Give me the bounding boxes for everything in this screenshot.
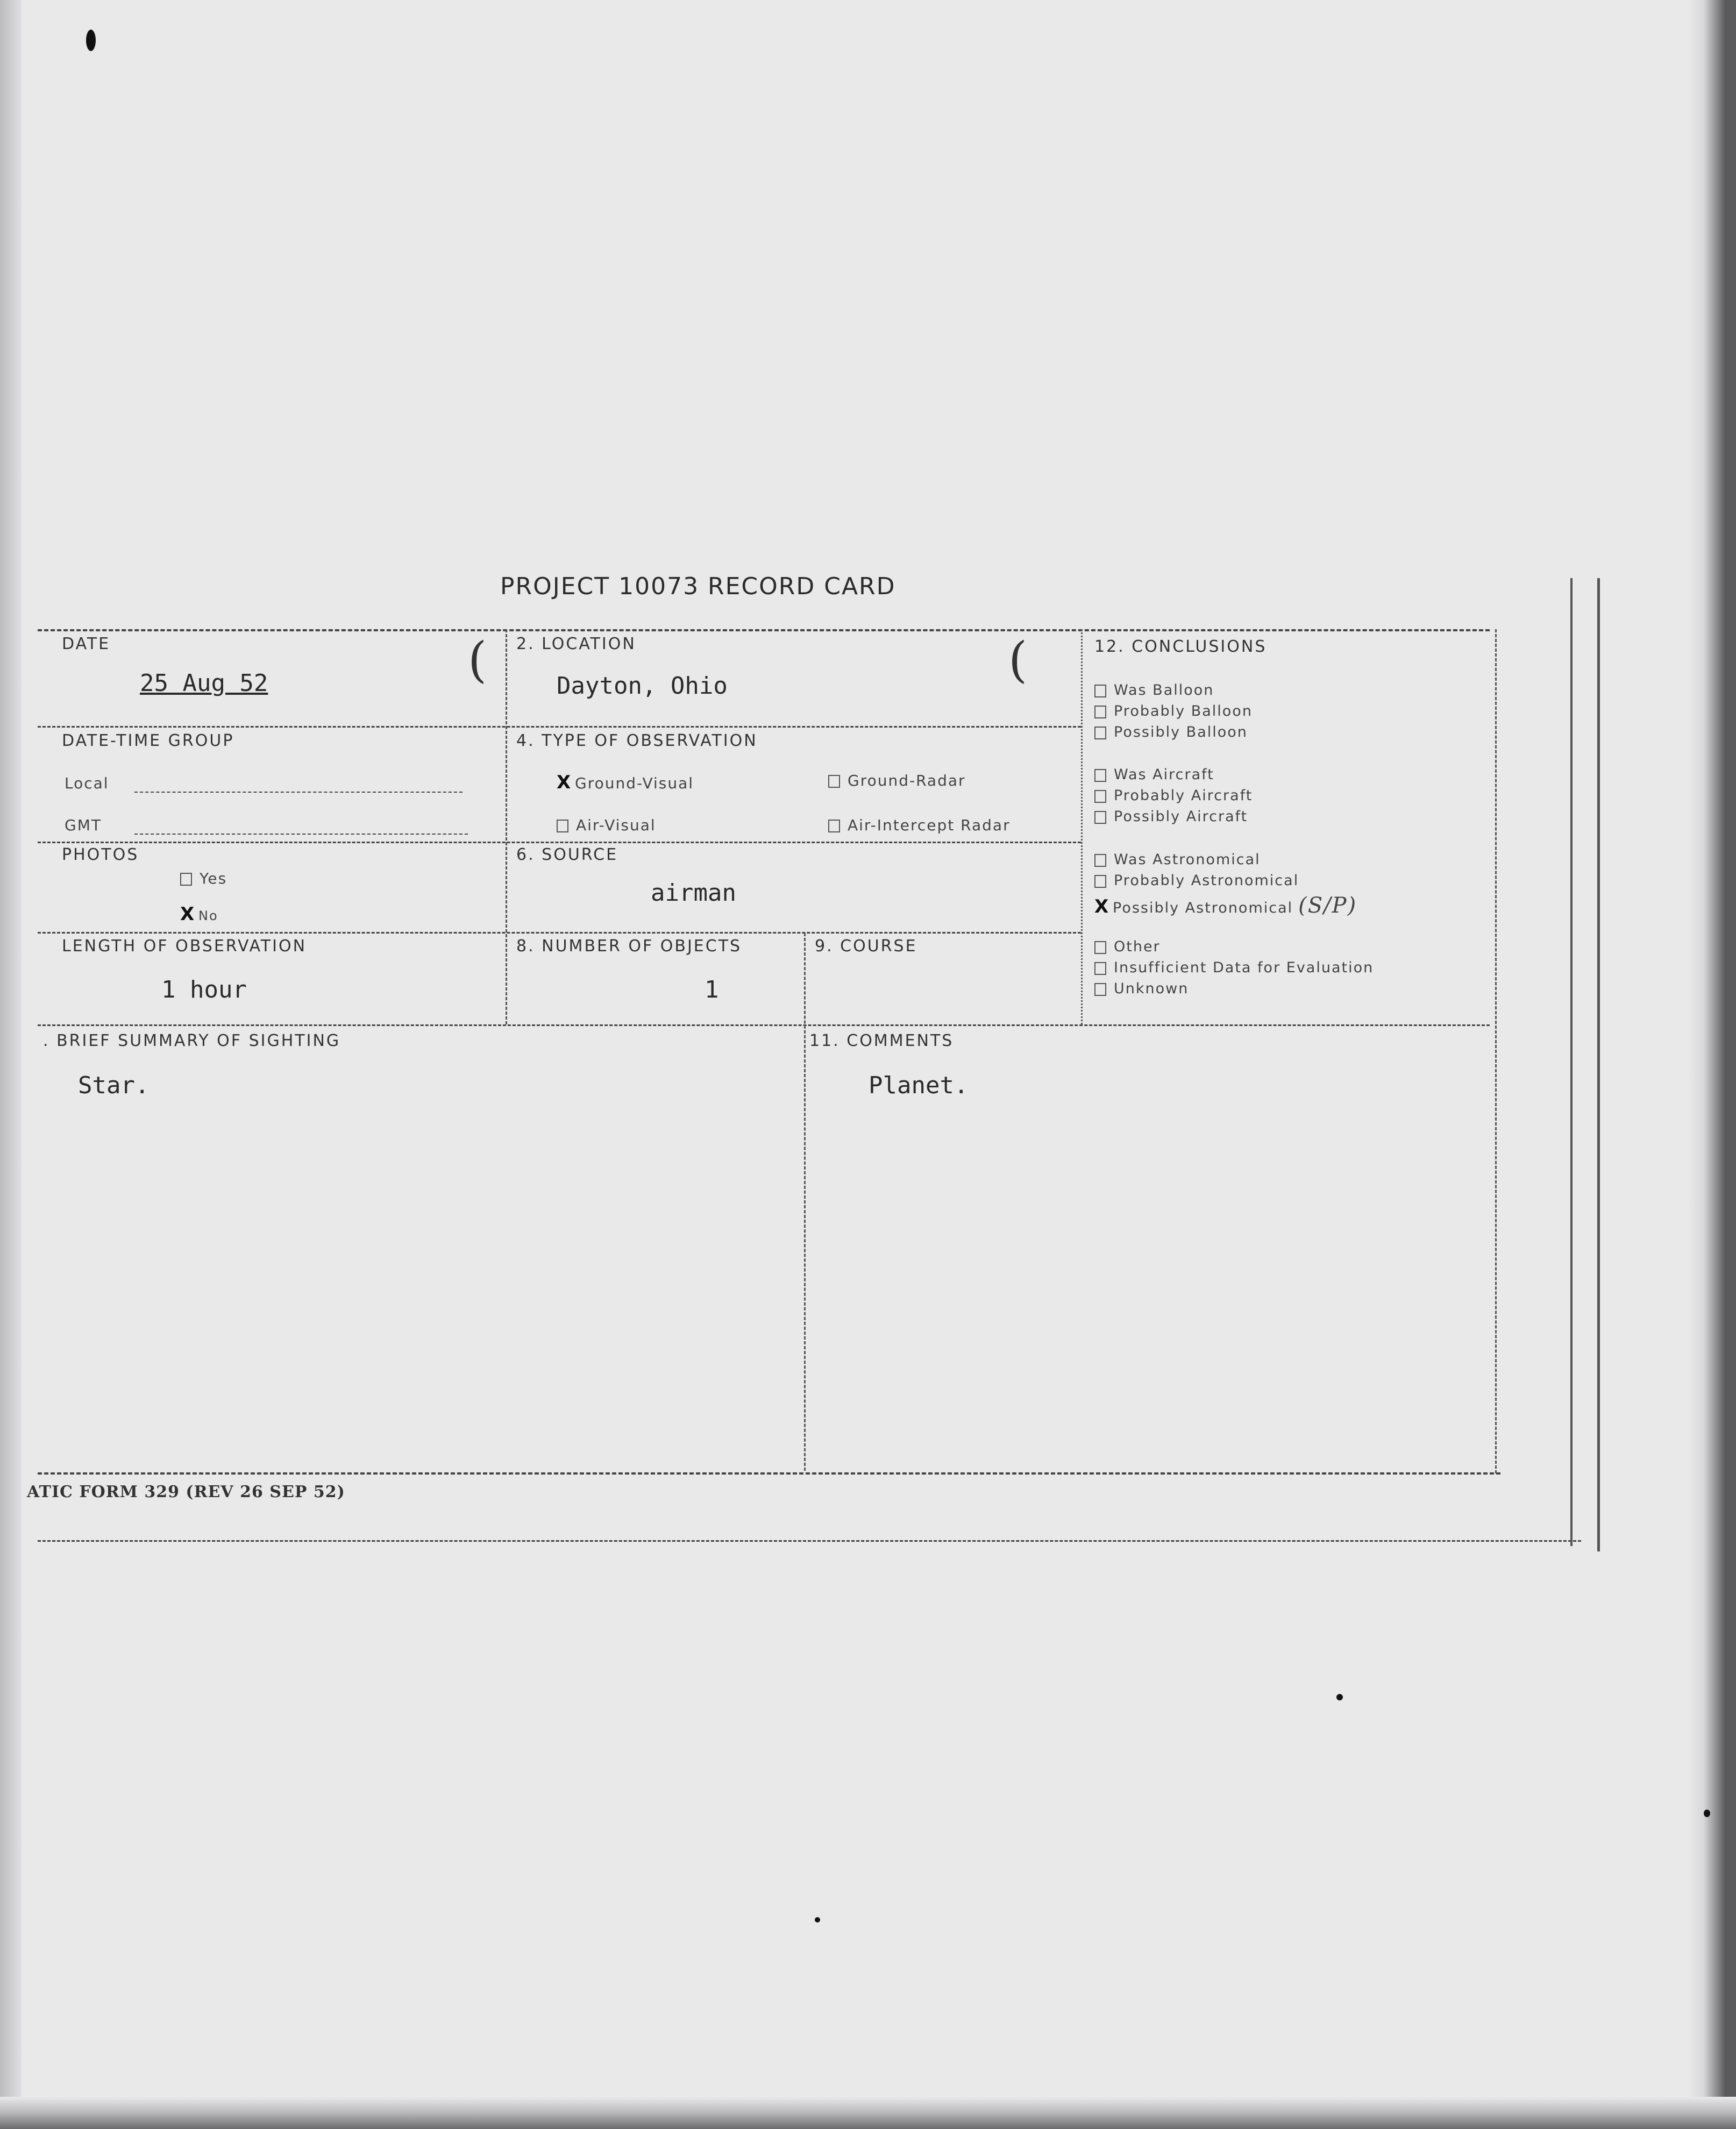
checkbox-icon xyxy=(1094,941,1106,954)
checkbox-icon xyxy=(828,775,840,788)
checkbox-icon xyxy=(1094,769,1106,782)
scan-border-bottom xyxy=(0,2097,1736,2129)
num-objects-value: 1 xyxy=(705,976,719,1003)
divider-summary xyxy=(38,1024,1490,1026)
source-label: 6. SOURCE xyxy=(516,845,618,864)
type-option-air-intercept-radar: Air-Intercept Radar xyxy=(828,816,1011,834)
type-option-ground-visual: X Ground-Visual xyxy=(557,772,694,793)
card-title: PROJECT 10073 RECORD CARD xyxy=(500,573,896,600)
divider-photos xyxy=(38,932,1081,934)
type-option-ground-radar: Ground-Radar xyxy=(828,772,966,789)
checkbox-icon xyxy=(1094,811,1106,824)
conclusion-option-label: Insufficient Data for Evaluation xyxy=(1114,959,1374,976)
dtg-gmt-line xyxy=(134,834,468,835)
form-footer: ATIC FORM 329 (REV 26 SEP 52) xyxy=(27,1483,345,1501)
card-right-border xyxy=(1495,629,1497,1473)
date-label: DATE xyxy=(62,635,111,653)
num-objects-label: 8. NUMBER OF OBJECTS xyxy=(516,937,742,956)
conclusion-option xyxy=(1094,808,1248,825)
conclusion-option xyxy=(1094,959,1374,976)
summary-label: . BRIEF SUMMARY OF SIGHTING xyxy=(43,1031,341,1050)
checkbox-icon xyxy=(1094,962,1106,975)
comments-label: 11. COMMENTS xyxy=(809,1031,954,1050)
checkbox-icon xyxy=(1094,854,1106,867)
conclusions-label: 12. CONCLUSIONS xyxy=(1094,637,1267,656)
conclusion-option xyxy=(1094,872,1299,889)
conclusion-option-label: Possibly Astronomical xyxy=(1113,900,1293,916)
scan-speck xyxy=(1704,1810,1710,1817)
scan-border-right xyxy=(1688,0,1736,2129)
card-outer-right-border xyxy=(1570,578,1573,1546)
location-value: Dayton, Ohio xyxy=(557,672,728,700)
conclusion-option xyxy=(1094,724,1248,740)
checkbox-icon xyxy=(1094,727,1106,739)
conclusion-option xyxy=(1094,980,1189,997)
conclusion-option xyxy=(1094,682,1214,699)
conclusion-option-label: Probably Aircraft xyxy=(1114,787,1253,804)
checkbox-icon xyxy=(1094,983,1106,996)
checked-box-icon: X xyxy=(1094,896,1110,917)
conclusion-option xyxy=(1094,893,1357,918)
location-label: 2. LOCATION xyxy=(516,635,636,653)
checkbox-icon xyxy=(1094,685,1106,697)
card-bottom-border xyxy=(38,1472,1500,1475)
scan-border-left xyxy=(0,0,22,2129)
scan-speck xyxy=(86,30,96,51)
divider-gmt xyxy=(38,842,1081,843)
handwritten-annotation: (S/P) xyxy=(1298,893,1357,918)
summary-value: Star. xyxy=(78,1072,150,1099)
conclusion-option xyxy=(1094,766,1214,783)
conclusion-option-label: Probably Balloon xyxy=(1114,703,1253,720)
photos-yes-option: Yes xyxy=(180,870,227,887)
checkbox-icon xyxy=(1094,875,1106,888)
source-value: airman xyxy=(651,879,736,907)
length-value: 1 hour xyxy=(161,976,247,1003)
checkbox-icon xyxy=(1094,706,1106,718)
conclusion-option-label: Was Balloon xyxy=(1114,682,1214,699)
dtg-label: DATE-TIME GROUP xyxy=(62,731,234,750)
card-shadow-line xyxy=(38,1540,1581,1542)
photos-label: PHOTOS xyxy=(62,845,139,864)
card-top-border xyxy=(38,629,1490,631)
divider-row1 xyxy=(38,726,1081,728)
dtg-local-line xyxy=(134,792,463,793)
checkbox-icon xyxy=(557,820,568,832)
comments-value: Planet. xyxy=(869,1072,969,1099)
dtg-gmt-label: GMT xyxy=(65,816,102,834)
checkbox-icon xyxy=(1094,790,1106,803)
checkbox-icon xyxy=(180,873,192,886)
card-outer-right-border-2 xyxy=(1597,578,1600,1551)
divider-col1 xyxy=(506,629,507,1024)
conclusion-option-label: Possibly Balloon xyxy=(1114,724,1248,740)
photos-no-option: X No xyxy=(180,903,218,925)
checkbox-icon xyxy=(828,820,840,832)
conclusion-option xyxy=(1094,851,1261,868)
date-value: 25 Aug 52 xyxy=(140,670,268,697)
bracket-mark: ( xyxy=(468,632,487,688)
conclusion-option-label: Other xyxy=(1114,938,1161,955)
conclusion-option xyxy=(1094,938,1161,955)
checked-box-icon: X xyxy=(557,772,572,793)
checked-box-icon: X xyxy=(180,903,196,925)
bracket-mark: ( xyxy=(1008,632,1028,688)
conclusion-option xyxy=(1094,787,1253,804)
divider-col3 xyxy=(1081,629,1083,1024)
length-label: LENGTH OF OBSERVATION xyxy=(62,937,307,956)
scan-speck xyxy=(1336,1694,1343,1700)
scan-speck xyxy=(815,1917,820,1922)
conclusion-option-label: Was Aircraft xyxy=(1114,766,1214,783)
type-label: 4. TYPE OF OBSERVATION xyxy=(516,731,758,750)
type-option-air-visual: Air-Visual xyxy=(557,816,656,834)
course-label: 9. COURSE xyxy=(815,937,917,956)
dtg-local-label: Local xyxy=(65,774,109,792)
conclusion-option xyxy=(1094,703,1253,720)
conclusion-option-label: Unknown xyxy=(1114,980,1189,997)
conclusion-option-label: Probably Astronomical xyxy=(1114,872,1299,889)
conclusion-option-label: Possibly Aircraft xyxy=(1114,808,1248,825)
conclusion-option-label: Was Astronomical xyxy=(1114,851,1261,868)
divider-col2 xyxy=(804,933,806,1471)
